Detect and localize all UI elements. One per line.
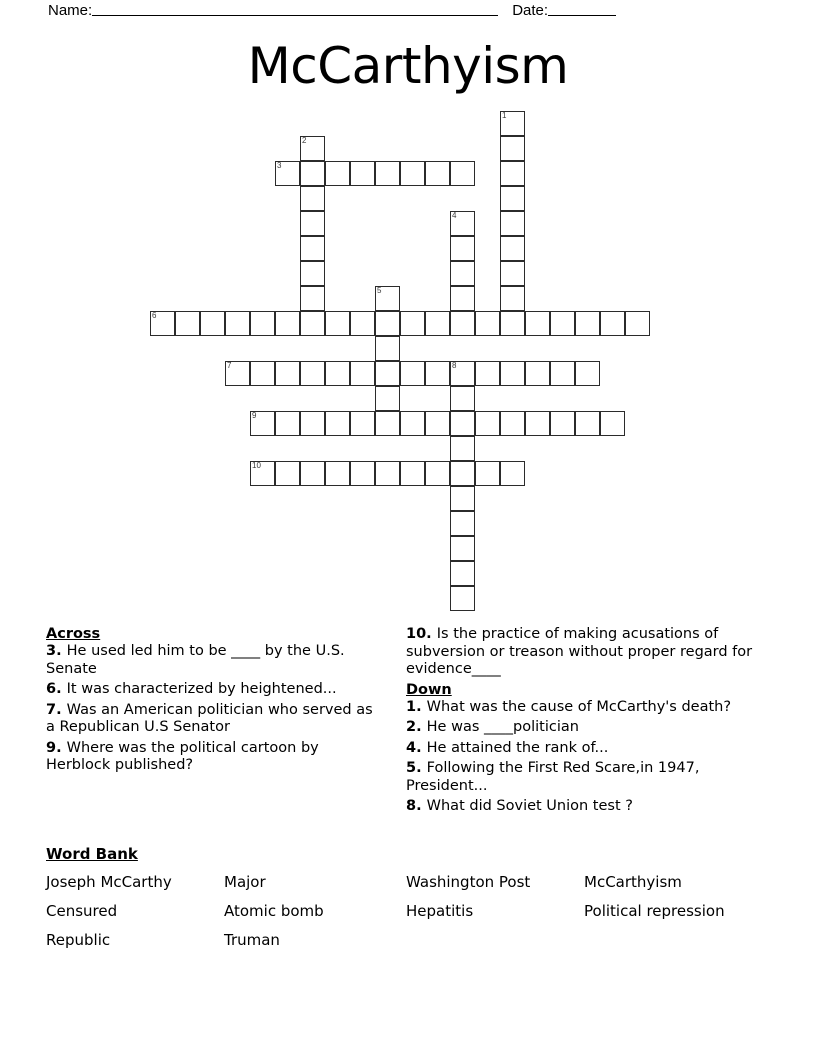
crossword-cell[interactable] bbox=[500, 361, 525, 386]
crossword-cell[interactable] bbox=[375, 361, 400, 386]
crossword-cell[interactable] bbox=[450, 161, 475, 186]
crossword-cell[interactable] bbox=[400, 311, 425, 336]
crossword-cell[interactable] bbox=[300, 361, 325, 386]
clue-text: Where was the political cartoon by Herblock published? bbox=[46, 739, 319, 773]
clue-item bbox=[406, 699, 756, 717]
crossword-cell[interactable] bbox=[300, 186, 325, 211]
crossword-cell[interactable] bbox=[375, 411, 400, 436]
clue-number: 9. bbox=[46, 739, 67, 756]
crossword-cell[interactable] bbox=[325, 461, 350, 486]
crossword-cell[interactable] bbox=[250, 461, 275, 486]
crossword-cell[interactable] bbox=[500, 161, 525, 186]
clue-item bbox=[46, 643, 376, 678]
clues-section bbox=[0, 626, 816, 841]
crossword-cell[interactable] bbox=[250, 311, 275, 336]
crossword-cell[interactable] bbox=[375, 286, 400, 311]
crossword-cell[interactable] bbox=[450, 436, 475, 461]
crossword-cell[interactable] bbox=[300, 211, 325, 236]
crossword-cell[interactable] bbox=[475, 461, 500, 486]
clue-text: He used led him to be ____ by the U.S. Senate bbox=[46, 643, 345, 677]
clue-number: 6. bbox=[46, 681, 67, 697]
crossword-cell[interactable] bbox=[275, 361, 300, 386]
crossword-cell[interactable] bbox=[175, 311, 200, 336]
crossword-cell[interactable] bbox=[300, 161, 325, 186]
clue-text: It was characterized by heightened... bbox=[66, 681, 337, 697]
crossword-cell[interactable] bbox=[425, 311, 450, 336]
crossword-cell[interactable] bbox=[450, 286, 475, 311]
crossword-cell[interactable] bbox=[250, 411, 275, 436]
crossword-cell[interactable] bbox=[300, 311, 325, 336]
word-bank-grid bbox=[46, 873, 786, 949]
clue-number: 4. bbox=[406, 739, 427, 756]
clues-column-right bbox=[406, 626, 756, 819]
crossword-cell[interactable] bbox=[300, 261, 325, 286]
crossword-cell[interactable] bbox=[350, 161, 375, 186]
down-heading: Down bbox=[406, 681, 452, 698]
crossword-cell-number: 4 bbox=[452, 211, 457, 220]
crossword-cell[interactable] bbox=[500, 111, 525, 136]
crossword-cell[interactable] bbox=[500, 411, 525, 436]
crossword-cell[interactable] bbox=[450, 361, 475, 386]
crossword-cell[interactable] bbox=[500, 211, 525, 236]
crossword-cell-number: 3 bbox=[277, 161, 282, 170]
crossword-cell[interactable] bbox=[475, 411, 500, 436]
crossword-cell[interactable] bbox=[475, 311, 500, 336]
clue-item bbox=[406, 626, 756, 679]
clues-column-left bbox=[46, 626, 376, 778]
clue-number: 10. bbox=[406, 626, 437, 642]
crossword-cell[interactable] bbox=[550, 311, 575, 336]
crossword-cell[interactable] bbox=[350, 361, 375, 386]
crossword-cell[interactable] bbox=[400, 411, 425, 436]
crossword-cell[interactable] bbox=[300, 411, 325, 436]
clue-text: He was ____politician bbox=[426, 719, 579, 735]
word-bank-item: Censured bbox=[46, 902, 118, 920]
date-label: Date: bbox=[512, 2, 549, 19]
crossword-cell[interactable] bbox=[300, 461, 325, 486]
name-label: Name: bbox=[48, 2, 93, 19]
crossword-cell-number: 2 bbox=[302, 136, 307, 145]
crossword-cell[interactable] bbox=[275, 161, 300, 186]
clue-item bbox=[46, 740, 376, 775]
crossword-cell[interactable] bbox=[625, 311, 650, 336]
clue-text: Is the practice of making acusations of subversion or treason without proper regard for evidence____ bbox=[406, 626, 753, 677]
word-bank-heading: Word Bank bbox=[46, 845, 138, 863]
crossword-cell[interactable] bbox=[475, 361, 500, 386]
crossword-cell[interactable] bbox=[575, 411, 600, 436]
crossword-cell-number: 8 bbox=[452, 361, 457, 370]
crossword-cell[interactable] bbox=[300, 286, 325, 311]
crossword-cell[interactable] bbox=[150, 311, 175, 336]
word-bank-item: McCarthyism bbox=[584, 873, 682, 891]
word-bank-item: Truman bbox=[224, 931, 280, 949]
crossword-cell[interactable] bbox=[275, 311, 300, 336]
word-bank-item: Major bbox=[224, 873, 266, 891]
clue-text: What was the cause of McCarthy's death? bbox=[426, 698, 732, 715]
crossword-cell[interactable] bbox=[325, 161, 350, 186]
page-title: McCarthyism bbox=[247, 37, 569, 95]
crossword-cell[interactable] bbox=[300, 236, 325, 261]
clue-text: Following the First Red Scare,in 1947, President... bbox=[406, 760, 700, 794]
word-bank-item: Washington Post bbox=[406, 873, 531, 891]
crossword-cell[interactable] bbox=[525, 411, 550, 436]
crossword-cell[interactable] bbox=[450, 261, 475, 286]
crossword-cell[interactable] bbox=[400, 361, 425, 386]
crossword-cell[interactable] bbox=[250, 361, 275, 386]
crossword-cell[interactable] bbox=[500, 311, 525, 336]
crossword-cell[interactable] bbox=[450, 411, 475, 436]
clue-number: 3. bbox=[46, 643, 67, 659]
clue-item bbox=[406, 798, 756, 816]
clue-item bbox=[406, 760, 756, 795]
crossword-cell[interactable] bbox=[550, 361, 575, 386]
crossword-cell-number: 10 bbox=[252, 461, 261, 470]
crossword-cell[interactable] bbox=[375, 161, 400, 186]
crossword-cell[interactable] bbox=[500, 186, 525, 211]
crossword-cell[interactable] bbox=[450, 461, 475, 486]
across-heading: Across bbox=[46, 626, 101, 642]
crossword-cell[interactable] bbox=[425, 161, 450, 186]
crossword-cell[interactable] bbox=[350, 411, 375, 436]
clue-item bbox=[46, 681, 376, 699]
crossword-cell-number: 7 bbox=[227, 361, 232, 370]
crossword-cell[interactable] bbox=[375, 311, 400, 336]
crossword-cell[interactable] bbox=[225, 311, 250, 336]
crossword-cell[interactable] bbox=[500, 136, 525, 161]
crossword-cell[interactable] bbox=[575, 361, 600, 386]
word-bank-item: Hepatitis bbox=[406, 902, 474, 920]
crossword-cell[interactable] bbox=[425, 461, 450, 486]
crossword-cell[interactable] bbox=[225, 361, 250, 386]
crossword-cell[interactable] bbox=[400, 161, 425, 186]
crossword-cell[interactable] bbox=[325, 361, 350, 386]
crossword-cell[interactable] bbox=[600, 311, 625, 336]
crossword-cell[interactable] bbox=[375, 386, 400, 411]
word-bank-item: Atomic bomb bbox=[224, 902, 324, 920]
crossword-cell[interactable] bbox=[275, 461, 300, 486]
clue-number: 8. bbox=[406, 798, 427, 814]
crossword-cell[interactable] bbox=[450, 536, 475, 561]
crossword-cell[interactable] bbox=[450, 211, 475, 236]
crossword-cell[interactable] bbox=[500, 286, 525, 311]
crossword-cell[interactable] bbox=[350, 311, 375, 336]
clue-text: Was an American politician who served as a Republican U.S Senator bbox=[46, 701, 373, 735]
crossword-cell-number: 1 bbox=[502, 111, 507, 120]
crossword-cell[interactable] bbox=[450, 236, 475, 261]
clue-number: 5. bbox=[406, 760, 427, 776]
clue-number: 2. bbox=[406, 719, 427, 735]
word-bank-item: Political repression bbox=[584, 902, 725, 920]
crossword-cell-number: 9 bbox=[252, 411, 257, 420]
crossword-cell[interactable] bbox=[600, 411, 625, 436]
crossword-cell[interactable] bbox=[450, 486, 475, 511]
clue-number: 1. bbox=[406, 698, 427, 715]
crossword-cell-number: 6 bbox=[152, 311, 157, 320]
crossword-cell[interactable] bbox=[525, 311, 550, 336]
crossword-cell[interactable] bbox=[425, 361, 450, 386]
clue-item bbox=[406, 719, 756, 737]
clue-item bbox=[406, 740, 756, 758]
clue-text: What did Soviet Union test ? bbox=[426, 798, 633, 814]
crossword-cell[interactable] bbox=[450, 386, 475, 411]
crossword-cell[interactable] bbox=[450, 561, 475, 586]
crossword-cell[interactable] bbox=[575, 311, 600, 336]
clue-item bbox=[46, 702, 376, 737]
word-bank-item: Republic bbox=[46, 931, 111, 949]
crossword-cell[interactable] bbox=[425, 411, 450, 436]
crossword-cell[interactable] bbox=[400, 461, 425, 486]
crossword-cell[interactable] bbox=[375, 461, 400, 486]
crossword-cell[interactable] bbox=[375, 336, 400, 361]
crossword-cell[interactable] bbox=[325, 411, 350, 436]
crossword-cell[interactable] bbox=[275, 411, 300, 436]
crossword-cell[interactable] bbox=[450, 511, 475, 536]
word-bank-item: Joseph McCarthy bbox=[46, 873, 172, 891]
crossword-cell[interactable] bbox=[350, 461, 375, 486]
crossword-cell[interactable] bbox=[550, 411, 575, 436]
crossword-cell[interactable] bbox=[500, 461, 525, 486]
clue-number: 7. bbox=[46, 701, 67, 718]
clue-text: He attained the rank of... bbox=[426, 739, 609, 756]
word-bank bbox=[46, 845, 786, 949]
crossword-cell[interactable] bbox=[525, 361, 550, 386]
crossword-cell-number: 5 bbox=[377, 286, 382, 295]
crossword-cell[interactable] bbox=[450, 311, 475, 336]
crossword-cell[interactable] bbox=[200, 311, 225, 336]
crossword-cell[interactable] bbox=[300, 136, 325, 161]
crossword-cell[interactable] bbox=[500, 261, 525, 286]
crossword-cell[interactable] bbox=[325, 311, 350, 336]
crossword-cell[interactable] bbox=[500, 236, 525, 261]
crossword-cell[interactable] bbox=[450, 586, 475, 611]
